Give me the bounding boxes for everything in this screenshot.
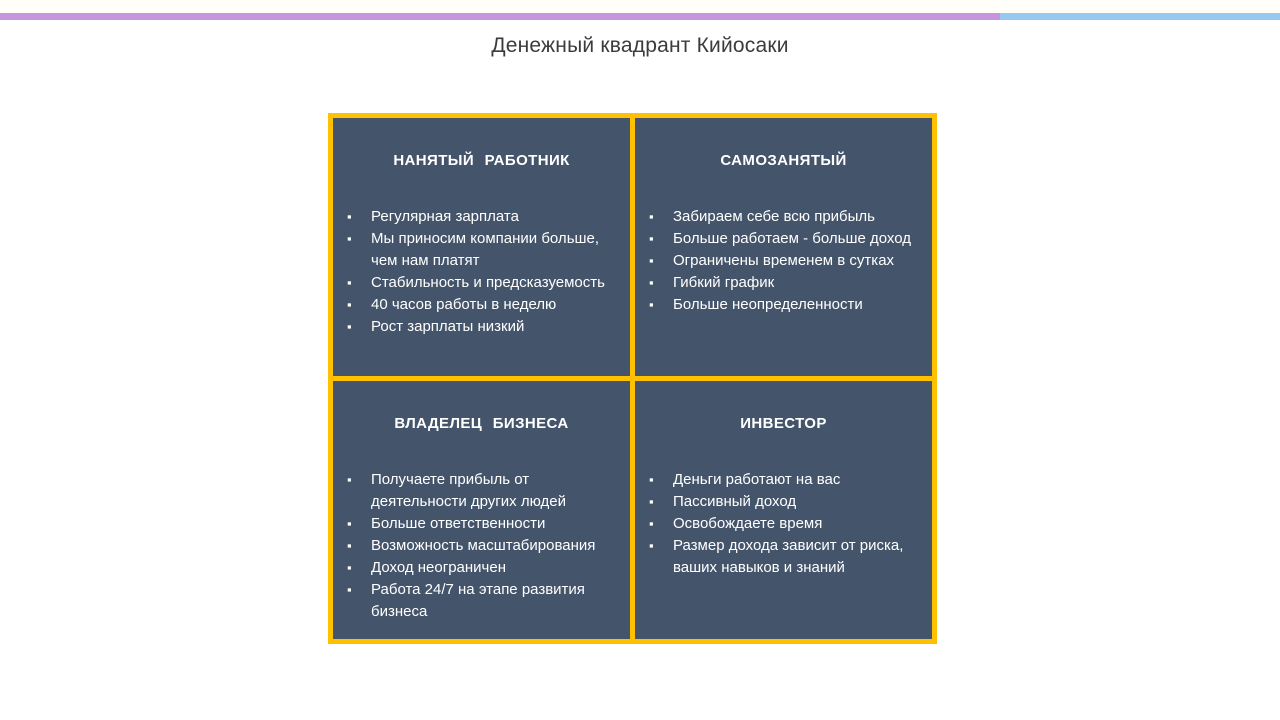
list-item (649, 206, 918, 228)
list-item (347, 557, 616, 579)
quadrant-list (347, 469, 616, 623)
list-item (347, 272, 616, 294)
list-item (347, 469, 616, 513)
square-bullet-icon: ▪ (649, 472, 654, 487)
square-bullet-icon: ▪ (347, 231, 352, 246)
list-item (649, 535, 918, 579)
list-item (347, 228, 616, 272)
square-bullet-icon: ▪ (649, 297, 654, 312)
list-item-text: Ограничены временем в сутках (673, 252, 895, 269)
square-bullet-icon: ▪ (649, 538, 654, 553)
quadrant-employee (333, 118, 630, 376)
quadrant-title: САМОЗАНЯТЫЙ (720, 152, 847, 169)
list-item (649, 272, 918, 294)
quadrant-self-employed (635, 118, 932, 376)
square-bullet-icon: ▪ (649, 516, 654, 531)
list-item (347, 316, 616, 338)
quadrant-business-owner (333, 381, 630, 639)
list-item (347, 294, 616, 316)
list-item-text: Размер дохода зависит от риска, ваших навыков и знаний (673, 537, 904, 576)
list-item-text: Освобождаете время (673, 515, 823, 532)
list-item-text: Получаете прибыль от деятельности других людей (371, 471, 566, 510)
list-item-text: Мы приносим компании больше, чем нам платят (371, 230, 600, 269)
list-item-text: Больше работаем - больше доход (673, 230, 912, 247)
slide-title: Денежный квадрант Кийосаки (491, 34, 789, 57)
accent-stripe-purple (0, 13, 1000, 20)
quadrant-title: ИНВЕСТОР (740, 415, 827, 432)
list-item-text: Рост зарплаты низкий (371, 318, 525, 335)
list-item (347, 206, 616, 228)
list-item-text: Больше неопределенности (673, 296, 863, 313)
list-item (347, 579, 616, 623)
square-bullet-icon: ▪ (649, 253, 654, 268)
quadrant-title: ВЛАДЕЛЕЦ БИЗНЕСА (394, 415, 569, 432)
square-bullet-icon: ▪ (347, 319, 352, 334)
list-item (649, 491, 918, 513)
list-item-text: Гибкий график (673, 274, 775, 291)
list-item (649, 469, 918, 491)
square-bullet-icon: ▪ (649, 494, 654, 509)
quadrant-table (328, 113, 937, 644)
quadrant-list (347, 206, 616, 338)
list-item-text: Доход неограничен (371, 559, 506, 576)
list-item (649, 228, 918, 250)
top-accent-band (0, 0, 1280, 13)
quadrant-investor (635, 381, 932, 639)
square-bullet-icon: ▪ (347, 560, 352, 575)
square-bullet-icon: ▪ (347, 516, 352, 531)
list-item (649, 250, 918, 272)
list-item (347, 513, 616, 535)
list-item-text: Деньги работают на вас (673, 471, 841, 488)
list-item-text: Стабильность и предсказуемость (371, 274, 605, 291)
list-item-text: Больше ответственности (371, 515, 546, 532)
square-bullet-icon: ▪ (347, 582, 352, 597)
square-bullet-icon: ▪ (649, 275, 654, 290)
list-item-text: Регулярная зарплата (371, 208, 519, 225)
square-bullet-icon: ▪ (347, 472, 352, 487)
accent-stripe (0, 13, 1280, 20)
quadrant-list (649, 469, 918, 579)
square-bullet-icon: ▪ (649, 231, 654, 246)
list-item (347, 535, 616, 557)
list-item-text: 40 часов работы в неделю (371, 296, 557, 313)
square-bullet-icon: ▪ (347, 209, 352, 224)
quadrant-title: НАНЯТЫЙ РАБОТНИК (393, 152, 570, 169)
list-item-text: Забираем себе всю прибыль (673, 208, 875, 225)
list-item-text: Работа 24/7 на этапе развития бизнеса (371, 581, 585, 620)
accent-stripe-blue (1000, 13, 1280, 20)
square-bullet-icon: ▪ (347, 297, 352, 312)
quadrant-list (649, 206, 918, 316)
list-item (649, 513, 918, 535)
square-bullet-icon: ▪ (347, 275, 352, 290)
square-bullet-icon: ▪ (347, 538, 352, 553)
list-item (649, 294, 918, 316)
list-item-text: Возможность масштабирования (371, 537, 596, 554)
square-bullet-icon: ▪ (649, 209, 654, 224)
list-item-text: Пассивный доход (673, 493, 797, 510)
